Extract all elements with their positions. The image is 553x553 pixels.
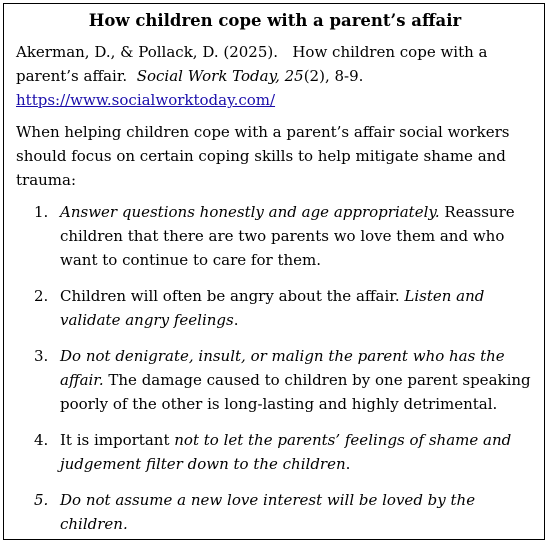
list-item-text: Reassure children that there are two parents wo love them and who want to continue to care for them. bbox=[60, 203, 515, 269]
list-item bbox=[16, 200, 534, 272]
intro-paragraph: When helping children cope with a parent’s affair social workers should focus on certain coping skills to help mitigate shame and trauma: bbox=[16, 123, 510, 189]
list-item-emphasis: Do not denigrate, insult, or malign the parent who has the affair. bbox=[60, 347, 505, 389]
coping-skills-list bbox=[16, 200, 534, 536]
list-item-number: 1. bbox=[34, 203, 49, 221]
citation-journal: Social Work Today, 25 bbox=[136, 67, 304, 85]
citation-url-link[interactable]: https://www.socialworktoday.com/ bbox=[16, 91, 276, 109]
summary-box bbox=[3, 3, 545, 540]
list-item bbox=[16, 428, 534, 476]
list-item-number: 3. bbox=[34, 347, 49, 365]
list-item-emphasis: Listen and validate angry feelings bbox=[60, 287, 485, 329]
list-item-text: Children will often be angry about the affair. bbox=[60, 287, 405, 305]
citation-article: How children cope with a parent’s affair. bbox=[16, 43, 488, 85]
list-item-text: The damage caused to children by one parent speaking poorly of the other is long-lasting and highly detrimental. bbox=[60, 371, 531, 413]
list-item-number: 5. bbox=[34, 491, 49, 509]
list-item-emphasis: not to let the parents’ feelings of shame and judgement filter down to the children bbox=[60, 431, 512, 473]
list-item bbox=[16, 344, 534, 416]
document-title: How children cope with a parent’s affair bbox=[88, 11, 462, 30]
list-item bbox=[16, 488, 534, 536]
list-item-number: 2. bbox=[34, 287, 49, 305]
list-item-tail: . bbox=[345, 455, 351, 473]
citation-authors: Akerman, D., & Pollack, D. (2025). bbox=[16, 43, 279, 61]
list-item-emphasis: Answer questions honestly and age appropriately. bbox=[60, 203, 440, 221]
citation bbox=[16, 40, 534, 112]
list-item-number: 4. bbox=[34, 431, 49, 449]
list-item-emphasis: Do not assume a new love interest will be loved by the children. bbox=[60, 491, 476, 533]
list-item-text: It is important bbox=[60, 431, 175, 449]
list-item bbox=[16, 284, 534, 332]
list-item-tail: . bbox=[233, 311, 239, 329]
citation-issue-pages: (2), 8-9. bbox=[303, 67, 364, 85]
